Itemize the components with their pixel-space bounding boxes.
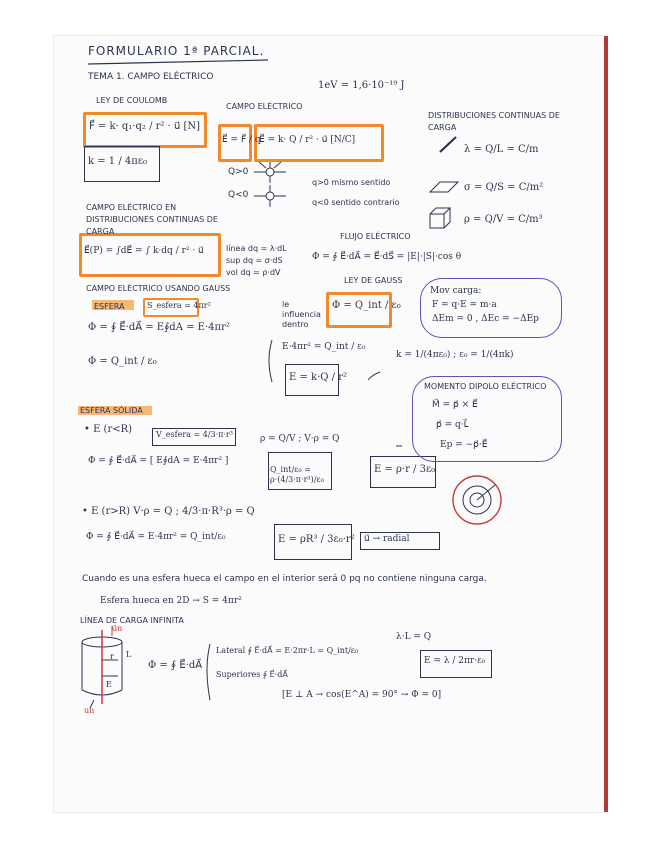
q-negative-desc: q<0 sentido contrario (312, 198, 400, 207)
field-def: E⃗ = F⃗ / q (222, 135, 261, 145)
k-epsilon-relation: k = 1/(4πε₀) ; ε₀ = 1/(4πk) (396, 350, 514, 360)
outer-flux: Φ = ∮ E⃗·dA⃗ = E·4πr² = Q_int/ε₀ (86, 532, 226, 542)
radius-label: r (110, 652, 114, 661)
solid-sphere-title: ESFERA SÓLIDA (80, 406, 143, 415)
sigma-def: σ = Q/S = C/m² (464, 182, 544, 193)
gauss-note: le influencia dentro (282, 300, 321, 329)
field-lines-negative-icon (254, 185, 286, 207)
flux-label: FLUJO ELÉCTRICO (340, 232, 411, 241)
sphere-volume: V_esfera = 4/3·π·r³ (156, 430, 233, 439)
dipole-moment: p⃗ = q·L⃗ (436, 420, 469, 430)
flux-formula: Φ = ∮ E⃗·dA⃗ = E⃗·dS⃗ = |E|·|S|·cos θ (312, 252, 462, 262)
q-positive-desc: q>0 mismo sentido (312, 178, 391, 187)
dq-surface: sup dq = σ·dS (226, 256, 283, 265)
surface-charge-icon (430, 182, 458, 192)
q-negative: Q<0 (228, 190, 249, 200)
motion-energy: ΔEm = 0 , ΔEc = −ΔEp (432, 314, 539, 324)
line-charge-icon (440, 137, 456, 152)
field-label: CAMPO ELÉCTRICO (226, 102, 303, 111)
volume-charge-icon (430, 208, 450, 228)
page-title: FORMULARIO 1ª PARCIAL. (88, 44, 265, 58)
lambda-def: λ = Q/L = C/m (464, 144, 539, 155)
gauss-label: LEY DE GAUSS (344, 276, 403, 285)
dq-volume: vol dq = ρ·dV (226, 268, 281, 277)
hollow-sphere-note: Cuando es una esfera hueca el campo en el interior será 0 pq no contiene ninguna carga. (82, 574, 487, 584)
length-label: L (126, 650, 132, 659)
sphere-sketch-icon (453, 476, 501, 524)
normal-bottom-label: un (84, 706, 95, 715)
point-field-formula: E⃗ = k· Q / r² · u⃗ [N/C] (259, 135, 356, 145)
perpendicular-note: [E ⊥ A → cos(E^A) = 90° → Φ = 0] (282, 690, 442, 700)
motion-title: Mov carga: (430, 286, 482, 296)
inner-flux: Φ = ∮ E⃗·dA⃗ = [ E∮dA = E·4πr² ] (88, 456, 229, 466)
field-lines-positive-icon (254, 161, 286, 183)
rho-def: ρ = Q/V = C/m³ (464, 214, 543, 225)
sphere-e-result: E = k·Q / r² (289, 372, 347, 383)
line-superiores: Superiores ∮ E⃗·dA⃗ (216, 670, 288, 679)
field-vector-label: E (106, 680, 112, 689)
continuous-title: CAMPO ELÉCTRICO EN DISTRIBUCIONES CONTINUAS DE CARGA (86, 203, 218, 236)
esfera-label: ESFERA (94, 302, 125, 311)
distributions-title: DISTRIBUCIONES CONTINUAS DE CARGA (428, 111, 560, 132)
line-lambda: λ·L = Q (396, 632, 432, 642)
ev-conversion: 1eV = 1,6·10⁻¹⁹ J (318, 80, 405, 91)
sphere-flux: Φ = ∮ E⃗·dA⃗ = E∮dA = E·4πr² (88, 322, 230, 333)
dipole-torque: M⃗ = p⃗ × E⃗ (432, 400, 478, 410)
radial-note: u⃗ → radial (364, 534, 410, 544)
continuous-formula: E⃗(P) = ∫dE⃗ = ∫ k·dq / r² · u⃗ (84, 246, 204, 256)
inner-mid: Q_int/ε₀ = ρ·(4/3·π·r³)/ε₀ (270, 465, 324, 484)
normal-top-label: u⃗n (112, 624, 123, 633)
case-outer: • E (r>R) V·ρ = Q ; 4/3·π·R³·ρ = Q (82, 506, 255, 517)
dipole-energy: Ep = −p⃗·E⃗ (440, 440, 488, 450)
gauss-field-title: CAMPO ELÉCTRICO USANDO GAUSS (86, 284, 231, 293)
sphere-area: S_esfera = 4πr² (147, 301, 211, 310)
hollow-sphere-2d: Esfera hueca en 2D → S = 4πr² (100, 596, 242, 606)
topic-heading: TEMA 1. CAMPO ELÉCTRICO (88, 72, 214, 82)
outer-result: E = ρR³ / 3ε₀·r² (278, 534, 355, 545)
motion-force: F = q·E = m·a (432, 300, 497, 310)
coulomb-label: LEY DE COULOMB (96, 96, 168, 105)
line-lateral: Lateral ∮ E⃗·dA⃗ = E·2πr·L = Q_int/ε₀ (216, 646, 359, 655)
cylinder-sketch-icon (82, 626, 122, 708)
case-inner: • E (r<R) (84, 424, 133, 435)
k-definition: k = 1 / 4πε₀ (88, 156, 148, 167)
sphere-flux-q: Φ = Q_int / ε₀ (88, 356, 157, 367)
gauss-formula: Φ = Q_int / ε₀ (332, 300, 401, 311)
dipole-title: MOMENTO DIPOLO ELÉCTRICO (424, 382, 547, 391)
dq-line: línea dq = λ·dL (226, 244, 287, 253)
line-charge-title: LÍNEA DE CARGA INFINITA (80, 616, 184, 625)
coulomb-formula: F⃗ = k· q₁·q₂ / r² · u⃗ [N] (89, 121, 201, 132)
inner-result: E = ρ·r / 3ε₀ (374, 464, 436, 475)
sphere-e4pi: E·4πr² = Q_int / ε₀ (282, 342, 366, 352)
line-flux: Φ = ∮ E⃗·dA⃗ (148, 660, 203, 671)
rho-relation: ρ = Q/V ; V·ρ = Q (260, 434, 340, 444)
q-positive: Q>0 (228, 167, 249, 177)
line-result: E = λ / 2πr·ε₀ (424, 656, 486, 666)
